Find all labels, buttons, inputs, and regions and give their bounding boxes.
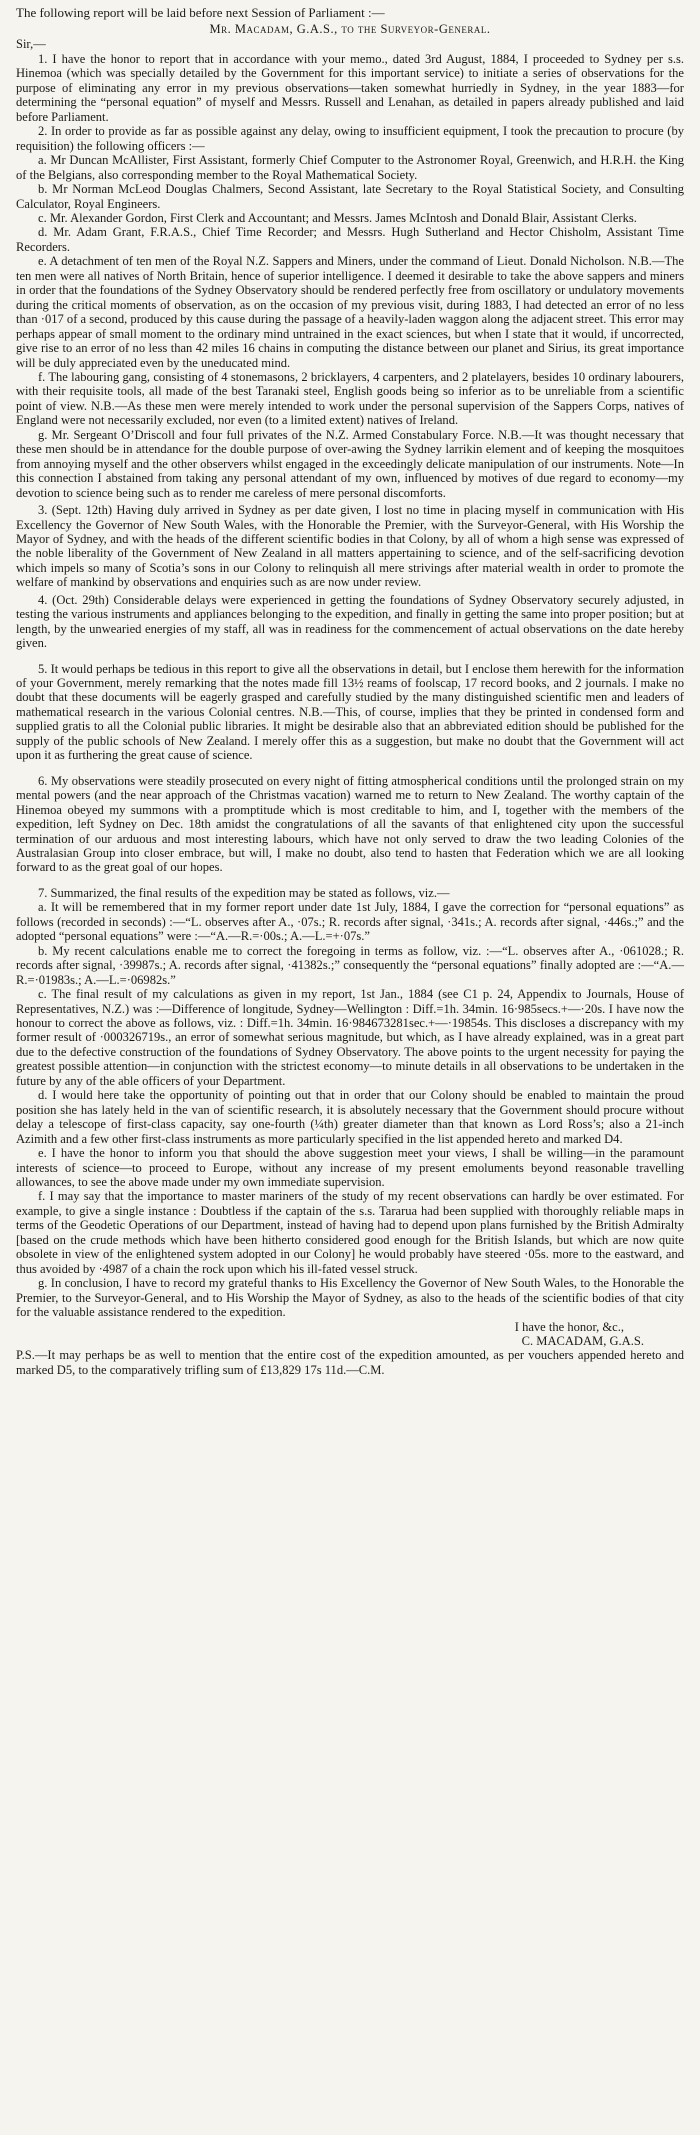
report-paragraph: g. Mr. Sergeant O’Driscoll and four full privates of the N.Z. Armed Constabulary Force. N.B.—It was thought necessary that these men should be in attendance for the double purpose of over-awing the Sydney larrikin element and of keeping the mosquitoes from annoying myself and the other observers whilst engaged in the exceedingly delicate manipulation of our instruments. Note—In this connection I abstained from taking any personal attendant of my own, influenced by motives of due regard to economy—my devotion to science being such as to render me careless of mere personal discomforts. <box>16 427 684 500</box>
report-paragraph: 3. (Sept. 12th) Having duly arrived in Sydney as per date given, I lost no time in placing myself in communication with His Excellency the Governor of New South Wales, with the Honorable the Premier, with the Surveyor-General, with His Worship the Mayor of Sydney, and with the heads of the different scientific bodies in that Colony, by all of whom a high sense was expressed of the noble liberality of the Government of New Zealand in all matters appertaining to science, and of the self-sacrificing devotion which impels so many of Scotia’s sons in our Colony to relinquish all mere strivings after material wealth in order to promote the welfare of mankind by observations and enquiries such as are now under review. <box>16 503 684 590</box>
report-paragraph: f. The labouring gang, consisting of 4 stonemasons, 2 bricklayers, 4 carpenters, and 2 platelayers, besides 10 ordinary labourers, with their requisite tools, all made of the best Taranaki steel, English goods being so inferior as to be unreliable from a scientific point of view. N.B.—As these men were merely intended to work under the personal supervision of the Sappers Corps, natives of England were not necessarily excluded, nor even (to a limited extent) natives of Ireland. <box>16 369 684 428</box>
report-paragraph: 5. It would perhaps be tedious in this report to give all the observations in detail, but I enclose them herewith for the information of your Government, merely remarking that the notes made fill 13½ reams of foolscap, 17 record books, and 2 journals. I make no doubt that these documents will be eagerly grasped and carefully studied by the many distinguished scientific men and leaders of mathematical research in the various Colonial centres. N.B.—This, of course, implies that they be printed in condensed form and supplied gratis to all the Colonial public libraries. It might be desirable also that an abbreviated edition should be published for the supply of the public schools of New Zealand. I merely offer this as a suggestion, but make no doubt that the Government will act upon it as furthering the great cause of science. <box>16 661 684 763</box>
report-paragraph: 1. I have the honor to report that in accordance with your memo., dated 3rd August, 1884, I proceeded to Sydney per s.s. Hinemoa (which was specially detailed by the Government for this important service) to initiate a series of observations for the purpose of eliminating any error in my previous observations—taken somewhat hurriedly in Sydney, in the year 1883—for determining the “personal equation” of myself and Messrs. Russell and Lenahan, as detailed in papers already published and laid before Parliament. <box>16 52 684 124</box>
report-paragraph: b. My recent calculations enable me to correct the foregoing in terms as follow, viz. :—“L. observes after A., ·061028.; R. records after signal, ·39987s.; A. records after signal, ·41382s.;” consequently the “personal equations” finally adopted are :—“A.—R.=·01983s.; A.—L.=·06982s.” <box>16 943 684 987</box>
report-paragraph: e. I have the honor to inform you that should the above suggestion meet your views, I shall be willing—in the paramount interests of science—to proceed to Europe, without any increase of my present emoluments beyond reasonable travelling allowances, to see the above made under my own immediate supervision. <box>16 1146 684 1189</box>
report-paragraph: 2. In order to provide as far as possible against any delay, owing to insufficient equipment, I took the precaution to procure (by requisition) the following officers :— <box>16 124 684 153</box>
report-paragraph: a. It will be remembered that in my former report under date 1st July, 1884, I gave the correction for “personal equations” as follows (recorded in seconds) :—“L. observes after A., ·07s.; R. records after signal, ·341s.; A. records after signal, ·446s.;” and the adopted “personal equations” were :—“A.—R.=·00s.; A.—L.=+·07s.” <box>16 900 684 944</box>
report-paragraph: a. Mr Duncan McAllister, First Assistant, formerly Chief Computer to the Astronomer Royal, Greenwich, and H.R.H. the King of the Belgians, also corresponding member to the Royal Mathematical Society. <box>16 153 684 182</box>
report-paragraph: c. Mr. Alexander Gordon, First Clerk and Accountant; and Messrs. James McIntosh and Donald Blair, Assistant Clerks. <box>38 210 637 225</box>
report-paragraph: 4. (Oct. 29th) Considerable delays were experienced in getting the foundations of Sydney Observatory securely adjusted, in testing the various instruments and appliances belonging to the expedition, and finally in getting the same into proper position; but at length, by the unwearied energies of my staff, all was in readiness for the commencement of actual observations on the date hereby given. <box>16 592 684 651</box>
report-paragraph: c. The final result of my calculations as given in my report, 1st Jan., 1884 (see C1 p. 24, Appendix to Journals, House of Representatives, N.Z.) was :—Difference of longitude, Sydney—Wellington : Diff.=1h. 34min. 16·985secs.+—·20s. I have now the honour to correct the above as follows, viz. : Diff.=1h. 34min. 16·984673281sec.+—·19854s. This discloses a discrepancy with my former result of ·000326719s., an error of somewhat serious magnitude, but which, as I have already explained, was in a great part due to the defective construction of the foundations of Sydney Observatory. The above points to the urgent necessity for paying the greatest possible attention—in conjunction with the strictest economy—to minute details in all observations to be undertaken in the future by any of the able officers of your Department. <box>16 987 684 1088</box>
intro-line: The following report will be laid before next Session of Parliament :— <box>16 5 385 20</box>
closing-line: I have the honor, &c., <box>514 1319 624 1334</box>
report-paragraph: d. I would here take the opportunity of pointing out that in order that our Colony should be enabled to maintain the proud position she has lately held in the van of scientific research, it is absolutely necessary that the Government should procure without delay a telescope of first-class capacity, say one-fourth (¼th) greater diameter than that known as Lord Ross’s; also a 21-inch Azimith and a few other first-class instruments as more particularly specified in the list appended hereto and marked D4. <box>16 1088 684 1146</box>
salutation: Sir,— <box>16 37 46 51</box>
report-paragraph: 6. My observations were steadily prosecuted on every night of fitting atmospherical conditions until the prolonged strain on my mental powers (and the near approach of the Christmas vacation) warned me to return to New Zealand. The worthy captain of the Hinemoa obeyed my summons with a promptitude which is most creditable to him, and I, together with the members of the expedition, left Sydney on Dec. 18th amidst the congratulations of all the savants of that enlightened city upon the successful termination of our arduous and most interesting labours, which have not only served to draw the two leading Colonies of the Australasian Group into closer embrace, but will, I make no doubt, also tend to hasten that Federation which we are all looking forward to as the great goal of our hopes. <box>16 773 684 875</box>
report-paragraph: f. I may say that the importance to master mariners of the study of my recent observations can hardly be over estimated. For example, to give a single instance : Doubtless if the captain of the s.s. Tararua had been supplied with thoroughly reliable maps in terms of the Geodetic Operations of our Department, instead of having had to depend upon plans furnished by the British Admiralty [based on the crude methods which have been hitherto considered good enough for the British Islands, but which are now quite obsolete in view of the enlightened system adopted in our Colony] he would probably have steered ·05s. more to the eastward, and thus avoided by ·4987 of a chain the rock upon which his ill-fated vessel struck. <box>16 1189 684 1276</box>
signature: C. MACADAM, G.A.S. <box>521 1333 644 1348</box>
report-paragraph: d. Mr. Adam Grant, F.R.A.S., Chief Time Recorder; and Messrs. Hugh Sutherland and Hector Chisholm, Assistant Time Recorders. <box>16 225 684 254</box>
report-body <box>16 52 684 1320</box>
report-title: Mr. Macadam, G.A.S., to the Surveyor-General. <box>209 22 491 36</box>
report-paragraph: b. Mr Norman McLeod Douglas Chalmers, Second Assistant, late Secretary to the Royal Statistical Society, and Consulting Calculator, Royal Engineers. <box>16 182 684 211</box>
report-paragraph: e. A detachment of ten men of the Royal N.Z. Sappers and Miners, under the command of Lieut. Donald Nicholson. N.B.—The ten men were all natives of North Britain, hence of superior intelligence. I deemed it desirable to take the above sappers and miners in order that the foundations of the Sydney Observatory should be rendered perfectly free from oscillatory or undulatory movements during the critical moments of observation, as on the occasion of my previous visit, during 1883, I had detected an error of no less than ·017 of a second, produced by this cause during the passage of a heavily-laden waggon along the adjacent street. This error may perhaps appear of small moment to the ordinary mind untrained in the exact sciences, but when I state that it would, if uncorrected, give rise to an error of no less than 42 miles 16 chains in computing the distance between our planet and Sirius, its great importance will be duly appreciated even by the uneducated mind. <box>16 254 684 370</box>
report-paragraph: 7. Summarized, the final results of the expedition may be stated as follows, viz.— <box>38 885 450 900</box>
postscript: P.S.—It may perhaps be as well to mention that the entire cost of the expedition amounted, as per vouchers appended hereto and marked D5, to the comparatively trifling sum of £13,829 17s 11d.—C.M. <box>16 1348 684 1377</box>
report-paragraph: g. In conclusion, I have to record my grateful thanks to His Excellency the Governor of New South Wales, to the Honorable the Premier, to the Surveyor-General, and to His Worship the Mayor of Sydney, as also to the heads of the scientific bodies of that city for the valuable assistance rendered to the expedition. <box>16 1276 684 1320</box>
